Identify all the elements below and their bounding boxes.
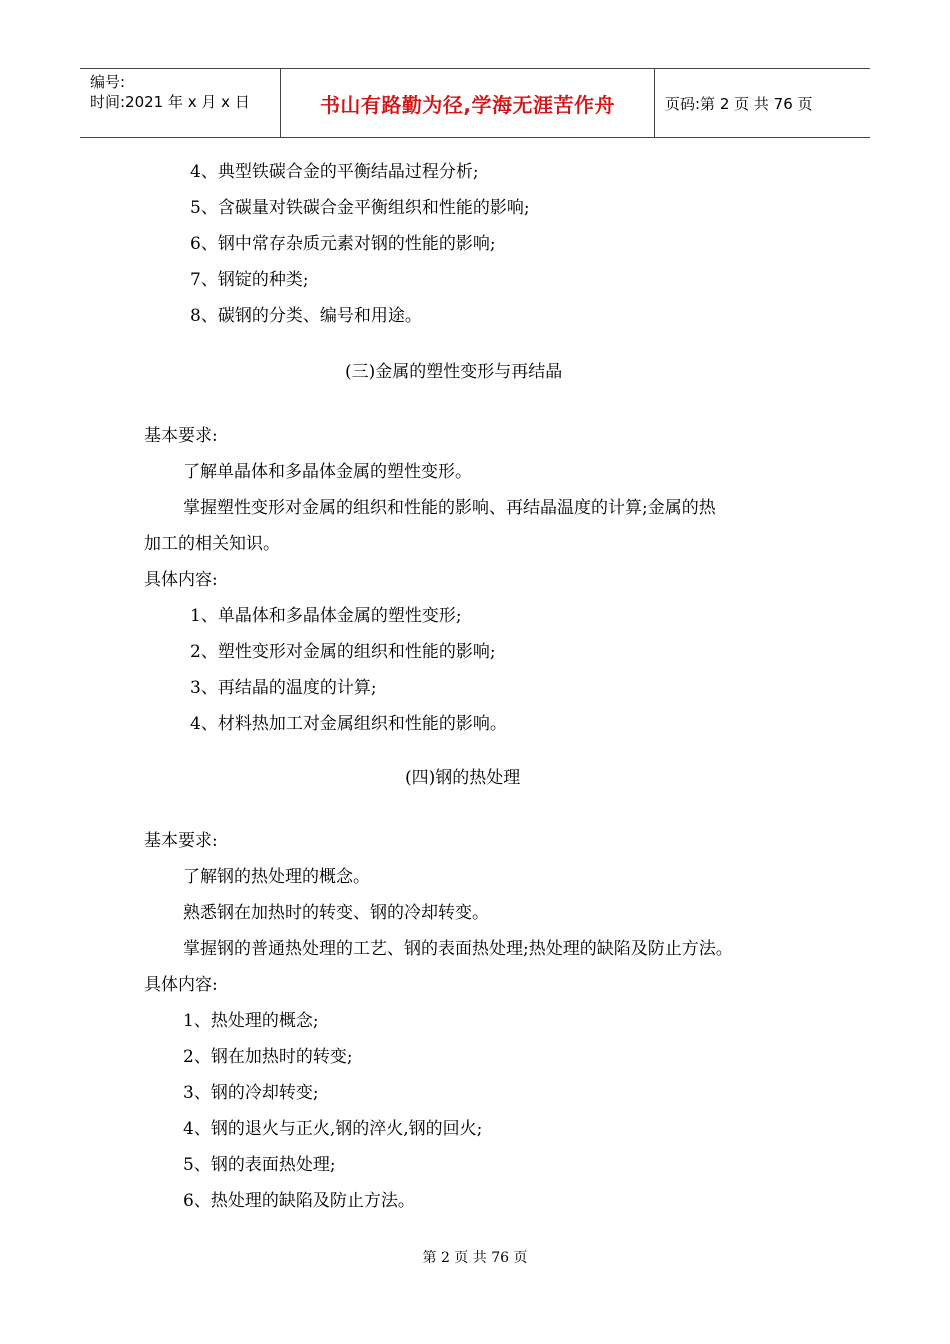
- list-item: 4、典型铁碳合金的平衡结晶过程分析;: [190, 162, 479, 182]
- list-item: 5、含碳量对铁碳合金平衡组织和性能的影响;: [190, 198, 530, 218]
- requirement-text: 了解钢的热处理的概念。: [183, 867, 370, 887]
- list-item: 4、钢的退火与正火,钢的淬火,钢的回火;: [183, 1119, 483, 1139]
- header-meta-cell: [80, 69, 281, 137]
- list-item: 1、热处理的概念;: [183, 1011, 319, 1031]
- list-item: 2、钢在加热时的转变;: [183, 1047, 353, 1067]
- list-item: 6、钢中常存杂质元素对钢的性能的影响;: [190, 234, 496, 254]
- list-item: 3、再结晶的温度的计算;: [190, 678, 377, 698]
- header-page-cell: [655, 69, 870, 137]
- page-footer: 第 2 页 共 76 页: [422, 1250, 528, 1266]
- requirement-text: 熟悉钢在加热时的转变、钢的冷却转变。: [183, 903, 489, 923]
- list-item: 3、钢的冷却转变;: [183, 1083, 319, 1103]
- header-page-info: 页码:第 2 页 共 76 页: [665, 94, 813, 113]
- list-item: 5、钢的表面热处理;: [183, 1155, 336, 1175]
- section-heading: (三)金属的塑性变形与再结晶: [345, 362, 563, 382]
- list-item: 7、钢锭的种类;: [190, 270, 309, 290]
- requirement-text: 了解单晶体和多晶体金属的塑性变形。: [183, 462, 472, 482]
- list-item: 8、碳钢的分类、编号和用途。: [190, 306, 422, 326]
- list-item: 6、热处理的缺陷及防止方法。: [183, 1191, 415, 1211]
- list-item: 4、材料热加工对金属组织和性能的影响。: [190, 714, 507, 734]
- content-label: 具体内容:: [144, 570, 218, 590]
- section-heading: (四)钢的热处理: [405, 768, 521, 788]
- header-number-label: 编号:: [90, 73, 126, 91]
- page-header: [80, 68, 870, 138]
- requirement-text: 加工的相关知识。: [144, 534, 280, 554]
- requirement-text: 掌握钢的普通热处理的工艺、钢的表面热处理;热处理的缺陷及防止方法。: [183, 939, 733, 959]
- list-item: 1、单晶体和多晶体金属的塑性变形;: [190, 606, 462, 626]
- list-item: 2、塑性变形对金属的组织和性能的影响;: [190, 642, 496, 662]
- header-motto: 书山有路勤为径,学海无涯苦作舟: [319, 92, 616, 117]
- requirements-label: 基本要求:: [144, 426, 218, 446]
- requirements-label: 基本要求:: [144, 831, 218, 851]
- header-motto-cell: [281, 69, 655, 137]
- header-date-label: 时间:2021 年 x 月 x 日: [90, 93, 250, 111]
- content-label: 具体内容:: [144, 975, 218, 995]
- requirement-text: 掌握塑性变形对金属的组织和性能的影响、再结晶温度的计算;金属的热: [183, 498, 716, 518]
